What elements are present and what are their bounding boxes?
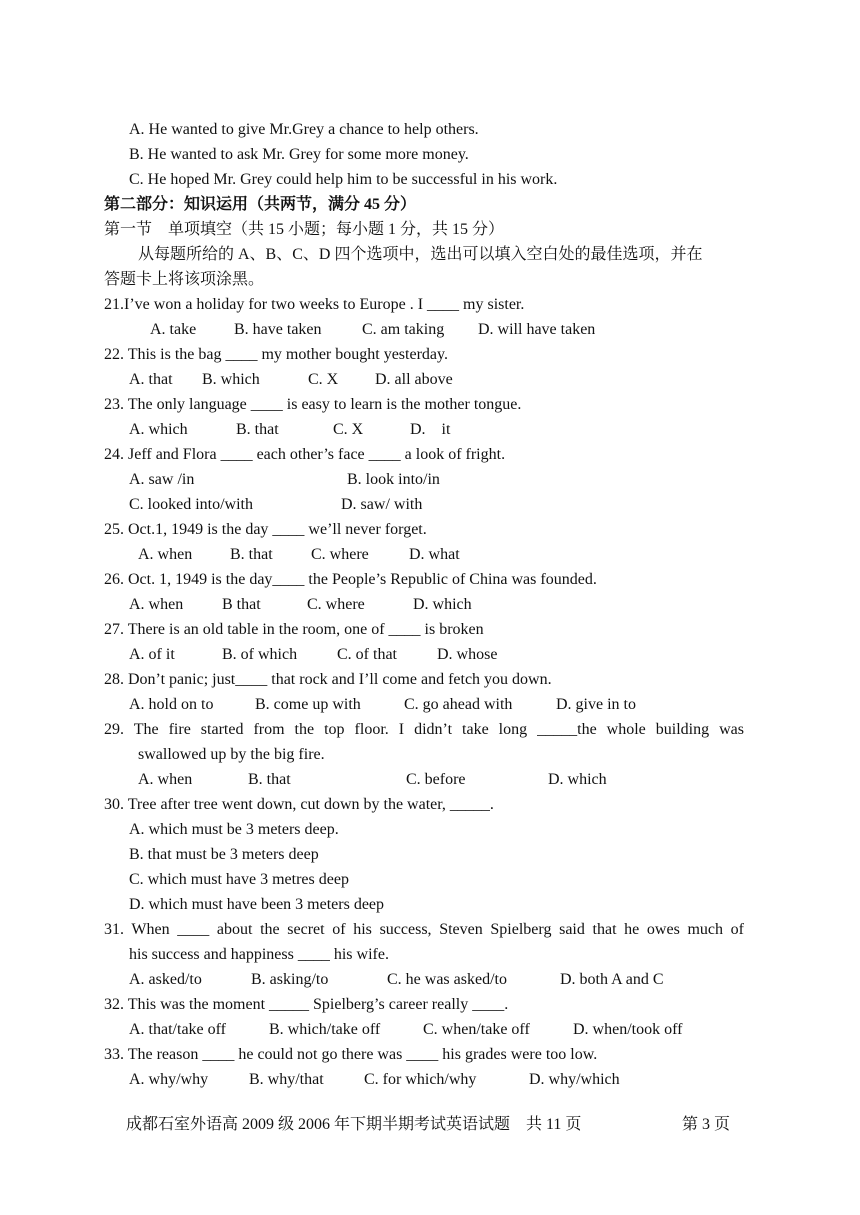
option: B. of which: [222, 646, 298, 663]
carry-over-option-a: A. He wanted to give Mr.Grey a chance to help others.: [129, 121, 479, 138]
question-28-options: [129, 692, 636, 717]
question-22-stem: 22. This is the bag ____ my mother bought yesterday.: [104, 346, 448, 363]
option: D. what: [409, 546, 460, 563]
question-24-stem: 24. Jeff and Flora ____ each other’s face ____ a look of fright.: [104, 446, 506, 463]
option: B. which: [202, 371, 260, 388]
option: A. of it: [129, 646, 175, 663]
option: A. hold on to: [129, 696, 214, 713]
question-30-option-a: A. which must be 3 meters deep.: [129, 821, 339, 838]
question-21-options: [150, 317, 595, 342]
option: B. that: [236, 421, 279, 438]
question-24-options-row1: [129, 467, 440, 492]
part2-title: 第二部分：知识运用（共两节，满分 45 分）: [104, 196, 417, 213]
section1-title: 第一节 单项填空（共 15 小题；每小题 1 分，共 15 分）: [104, 221, 505, 238]
option: B. why/that: [249, 1071, 324, 1088]
question-32-stem: 32. This was the moment _____ Spielberg’s career really ____.: [104, 996, 509, 1013]
instruction-line2: 答题卡上将该项涂黑。: [104, 271, 265, 288]
question-26-options: [129, 592, 472, 617]
carry-over-option-c: C. He hoped Mr. Grey could help him to be successful in his work.: [129, 171, 558, 188]
question-29-options: [138, 767, 607, 792]
option: C. X: [333, 421, 364, 438]
option: C. he was asked/to: [387, 971, 507, 988]
question-22-options: [129, 367, 453, 392]
question-25-options: [138, 542, 460, 567]
question-23-options: [129, 417, 450, 442]
option: C. when/take off: [423, 1021, 530, 1038]
option: A. that: [129, 371, 173, 388]
option: D. why/which: [529, 1071, 620, 1088]
option: B. come up with: [255, 696, 361, 713]
option: A. asked/to: [129, 971, 202, 988]
question-31-stem: 31. When ____ about the secret of his success, Steven Spielberg said that he owes much of: [104, 921, 744, 938]
instruction-line1: 从每题所给的 A、B、C、D 四个选项中，选出可以填入空白处的最佳选项，并在: [138, 246, 703, 263]
question-30-option-b: B. that must be 3 meters deep: [129, 846, 319, 863]
option: B. that: [230, 546, 273, 563]
option: B. asking/to: [251, 971, 329, 988]
option: C. where: [311, 546, 369, 563]
option: C. X: [308, 371, 339, 388]
option: C. looked into/with: [129, 496, 253, 513]
option: C. am taking: [362, 321, 445, 338]
question-27-stem: 27. There is an old table in the room, one of ____ is broken: [104, 621, 484, 638]
option: A. why/why: [129, 1071, 209, 1088]
option: D. which: [413, 596, 472, 613]
question-21-stem: 21.I’ve won a holiday for two weeks to Europe . I ____ my sister.: [104, 296, 525, 313]
option: D. will have taken: [478, 321, 596, 338]
option: A. when: [129, 596, 184, 613]
question-33-stem: 33. The reason ____ he could not go there was ____ his grades were too low.: [104, 1046, 598, 1063]
option: A. when: [138, 546, 193, 563]
option: A. saw /in: [129, 471, 195, 488]
footer-page-number: 第 3 页: [682, 1116, 731, 1133]
option: D. which: [548, 771, 607, 788]
question-30-stem: 30. Tree after tree went down, cut down by the water, _____.: [104, 796, 494, 813]
option: A. that/take off: [129, 1021, 227, 1038]
question-31-options: [129, 967, 664, 992]
question-23-stem: 23. The only language ____ is easy to learn is the mother tongue.: [104, 396, 522, 413]
option: B. have taken: [234, 321, 322, 338]
question-27-options: [129, 642, 497, 667]
option: B. look into/in: [347, 471, 440, 488]
option: A. which: [129, 421, 188, 438]
option: C. for which/why: [364, 1071, 477, 1088]
question-32-options: [129, 1017, 682, 1042]
question-33-options: [129, 1067, 620, 1092]
option: D. when/took off: [573, 1021, 683, 1038]
option: C. of that: [337, 646, 397, 663]
option: C. before: [406, 771, 466, 788]
option: C. go ahead with: [404, 696, 513, 713]
option: D. whose: [437, 646, 498, 663]
question-28-stem: 28. Don’t panic; just____ that rock and I’ll come and fetch you down.: [104, 671, 552, 688]
question-26-stem: 26. Oct. 1, 1949 is the day____ the People’s Republic of China was founded.: [104, 571, 597, 588]
option: B. which/take off: [269, 1021, 381, 1038]
option: D. it: [410, 421, 451, 438]
question-29-stem: 29. The fire started from the top floor. I didn’t take long _____the whole building was: [104, 721, 744, 738]
question-30-option-c: C. which must have 3 metres deep: [129, 871, 349, 888]
option: B. that: [248, 771, 291, 788]
question-24-options-row2: [129, 492, 422, 517]
option: D. saw/ with: [341, 496, 423, 513]
footer-text: 成都石室外语高 2009 级 2006 年下期半期考试英语试题 共 11 页: [126, 1116, 582, 1133]
option: D. give in to: [556, 696, 636, 713]
option: B that: [222, 596, 261, 613]
option: A. take: [150, 321, 197, 338]
question-30-option-d: D. which must have been 3 meters deep: [129, 896, 385, 913]
option: D. both A and C: [560, 971, 664, 988]
question-29-stem-cont: swallowed up by the big fire.: [138, 746, 325, 763]
option: D. all above: [375, 371, 453, 388]
question-31-stem-cont: his success and happiness ____ his wife.: [129, 946, 389, 963]
carry-over-option-b: B. He wanted to ask Mr. Grey for some more money.: [129, 146, 469, 163]
question-25-stem: 25. Oct.1, 1949 is the day ____ we’ll never forget.: [104, 521, 427, 538]
option: A. when: [138, 771, 193, 788]
option: C. where: [307, 596, 365, 613]
